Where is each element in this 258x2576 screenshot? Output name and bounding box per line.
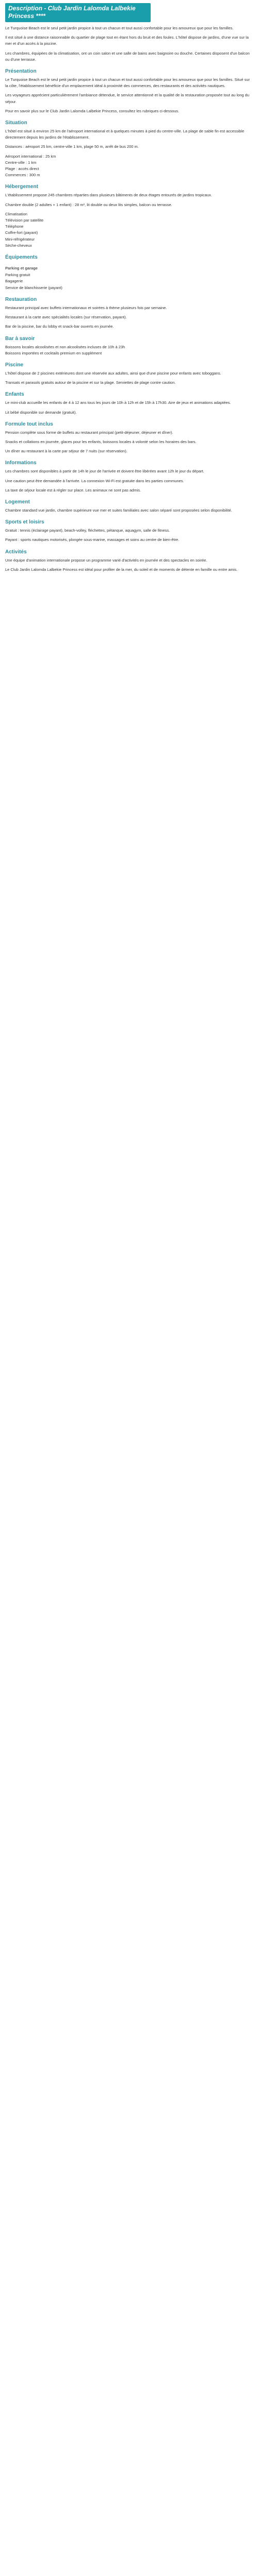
- section-sports: [5, 519, 253, 543]
- section-paragraph: Pension complète sous forme de buffets au restaurant principal (petit-déjeuner, déjeuner et dîner).: [5, 430, 173, 435]
- section-paragraph: La taxe de séjour locale est à régler sur place. Les animaux ne sont pas admis.: [5, 487, 141, 493]
- section-title: Hébergement: [5, 184, 38, 190]
- section-paragraph: Bar de la piscine, bar du lobby et snack-bar ouverts en journée.: [5, 324, 114, 329]
- section-paragraph: Un dîner au restaurant à la carte par séjour de 7 nuits (sur réservation).: [5, 449, 127, 454]
- bar-list: [5, 344, 253, 357]
- section-paragraph: Restaurant à la carte avec spécialités locales (sur réservation, payant).: [5, 315, 127, 320]
- section-title: Piscine: [5, 362, 24, 368]
- list-item: Boissons importées et cocktails premium en supplément: [5, 350, 102, 355]
- section-hebergement: [5, 183, 253, 249]
- section-enfants: [5, 391, 253, 415]
- section-title: Restauration: [5, 296, 37, 302]
- section-paragraph: L'établissement propose 245 chambres réparties dans plusieurs bâtiments de deux étages entourés de jardins tropicaux.: [5, 193, 212, 198]
- section-title: Présentation: [5, 69, 37, 75]
- list-item: Boissons locales alcoolisées et non alcoolisées incluses de 10h à 23h: [5, 344, 125, 349]
- section-paragraph: Le Turquoise Beach est le seul petit jardin propice à tout un chacun et tout aussi confortable pour les amoureux que pour les familles. Situé sur la côte, l'établissement bénéficie d'un emplacement idéal à proximité des commerces, des restaurants et des activités nautiques.: [5, 77, 250, 89]
- section-title: Logement: [5, 499, 30, 505]
- list-item: Service de blanchisserie (payant): [5, 285, 62, 290]
- list-item: Commerces : 300 m: [5, 173, 40, 178]
- section-paragraph: Une caution peut être demandée à l'arrivée. La connexion Wi-Fi est gratuite dans les parties communes.: [5, 478, 184, 483]
- section-title: Sports et loisirs: [5, 519, 44, 526]
- intro-paragraph: Il est situé à une distance raisonnable du quartier de plage tout en étant hors du bruit et des foules. L'hôtel dispose de jardins, d'une vue sur la mer et d'un accès à la piscine.: [5, 35, 249, 46]
- section-bar: [5, 335, 253, 357]
- section-title: Activités: [5, 549, 27, 555]
- section-title: Informations: [5, 460, 37, 466]
- section-restauration: [5, 296, 253, 330]
- list-item: Coffre-fort (payant): [5, 230, 38, 235]
- section-paragraph: Distances : aéroport 25 km, centre-ville 1 km, plage 50 m, arrêt de bus 200 m.: [5, 144, 139, 149]
- section-paragraph: Payant : sports nautiques motorisés, plongée sous-marine, massages et soins au centre de bien-être.: [5, 537, 180, 543]
- section-paragraph: Pour en savoir plus sur le Club Jardin Lalomda Lalbekie Princess, consultez les rubriques ci-dessous.: [5, 108, 180, 113]
- section-title: Équipements: [5, 255, 38, 261]
- intro-paragraph: Les chambres, équipées de la climatisation, ont un coin salon et une salle de bains avec baignoire ou douche. Certaines disposent d'un balcon ou d'une terrasse.: [5, 50, 250, 62]
- section-paragraph: Gratuit : tennis (éclairage payant), beach-volley, fléchettes, pétanque, aquagym, salle de fitness.: [5, 528, 170, 533]
- list-item: Téléphone: [5, 224, 24, 229]
- subsection-title: Parking et garage: [5, 266, 38, 271]
- section-paragraph: Les chambres sont disponibles à partir de 14h le jour de l'arrivée et doivent être libérées avant 12h le jour du départ.: [5, 469, 204, 474]
- section-title: Bar à savoir: [5, 335, 35, 342]
- section-paragraph: L'hôtel dispose de 2 piscines extérieures dont une réservée aux adultes, ainsi que d'une piscine pour enfants avec toboggans.: [5, 370, 221, 376]
- section-title: Enfants: [5, 392, 24, 398]
- section-paragraph: Snacks et collations en journée, glaces pour les enfants, boissons locales à volonté selon les horaires des bars.: [5, 439, 197, 444]
- section-paragraph: Le mini-club accueille les enfants de 4 à 12 ans tous les jours de 10h à 12h et de 15h à 17h30. Aire de jeux et animations adaptées.: [5, 400, 231, 405]
- section-situation: [5, 120, 253, 178]
- list-item: Climatisation: [5, 211, 27, 216]
- hotel-title-banner: Description - Club Jardin Lalomda Lalbekie Princess ****: [5, 3, 151, 22]
- section-logement: [5, 499, 253, 514]
- list-item: Plage : accès direct: [5, 166, 39, 172]
- room-amenities-list: [5, 211, 253, 249]
- section-paragraph: Les voyageurs apprécient particulièrement l'ambiance détendue, le service attentionné et la qualité de la restauration proposée tout au long du séjour.: [5, 93, 249, 104]
- list-item: Bagagerie: [5, 279, 23, 284]
- section-paragraph: Lit bébé disponible sur demande (gratuit).: [5, 410, 77, 415]
- section-title: Situation: [5, 120, 27, 126]
- section-paragraph: Transats et parasols gratuits autour de la piscine et sur la plage. Serviettes de plage contre caution.: [5, 380, 176, 385]
- list-item: Parking gratuit: [5, 273, 30, 278]
- section-paragraph: Chambre standard vue jardin, chambre supérieure vue mer et suites familiales avec salon séparé sont proposées selon disponibilité.: [5, 507, 232, 513]
- section-paragraph: Une équipe d'animation internationale propose un programme varié d'activités en journée et des spectacles en soirée.: [5, 557, 207, 563]
- section-presentation: [5, 68, 253, 114]
- section-informations: [5, 460, 253, 494]
- section-paragraph: Chambre double (2 adultes + 1 enfant) : 28 m², lit double ou deux lits simples, balcon ou terrasse.: [5, 202, 172, 207]
- list-item: Aéroport international : 25 km: [5, 154, 56, 159]
- list-item: Centre-ville : 1 km: [5, 160, 37, 165]
- section-activites: [5, 549, 253, 573]
- section-formule: [5, 421, 253, 455]
- section-title: Formule tout inclus: [5, 421, 53, 427]
- intro-paragraph: Le Turquoise Beach est le seul petit jardin propice à tout un chacun et tout aussi confortable pour les amoureux que pour les familles.: [5, 26, 234, 30]
- section-piscine: [5, 362, 253, 386]
- section-paragraph: Restaurant principal avec buffets internationaux et soirées à thème plusieurs fois par semaine.: [5, 305, 167, 310]
- list-item: Télévision par satellite: [5, 218, 44, 223]
- list-item: Sèche-cheveux: [5, 243, 32, 248]
- list-item: Mini-réfrigérateur: [5, 236, 35, 242]
- section-equipements: [5, 254, 253, 291]
- section-paragraph: Le Club Jardin Lalomda Lalbekie Princess est idéal pour profiter de la mer, du soleil et de moments de détente en famille ou entre amis.: [5, 567, 238, 572]
- situation-list: [5, 154, 253, 179]
- section-paragraph: L'hôtel est situé à environ 25 km de l'aéroport international et à quelques minutes à pied du centre-ville. La plage de sable fin est accessible directement depuis les jardins de l'établissement.: [5, 129, 245, 140]
- page: [0, 0, 258, 586]
- equipment-list: [5, 272, 253, 291]
